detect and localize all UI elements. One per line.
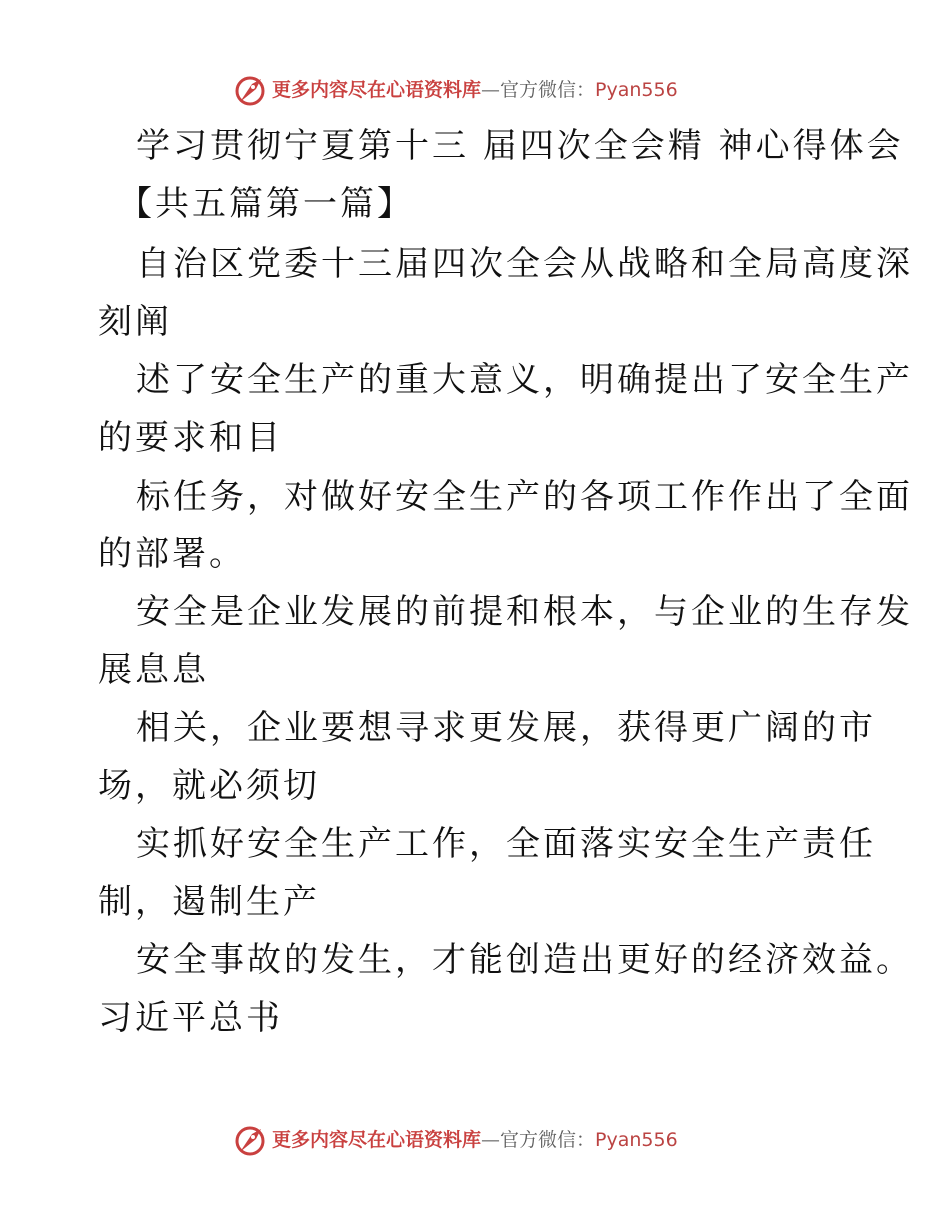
pen-nib-circle-icon [234,73,268,107]
watermark-account: Pyan556 [595,79,678,101]
paragraph-line: 安全是企业发展的前提和根本，与企业的生存发 [136,592,913,632]
watermark-label: 官方微信： [500,79,596,101]
paragraph-line: 展息息 [98,650,209,690]
document-title-line-2: 【共五篇第一篇】 [118,184,414,224]
paragraph-line: 制，遏制生产 [98,882,320,922]
paragraph-line: 的部署。 [98,534,246,574]
watermark-account: Pyan556 [595,1129,678,1151]
paragraph-line: 安全事故的发生，才能创造出更好的经济效益。 [136,940,913,980]
document-title-line-1: 学习贯彻宁夏第十三 届四次全会精 神心得体会 [136,126,904,166]
paragraph-line: 自治区党委十三届四次全会从战略和全局高度深 [136,244,913,284]
paragraph-line: 的要求和目 [98,418,283,458]
paragraph-line: 习近平总书 [98,998,283,1038]
watermark-title: 更多内容尽在心语资料库 [272,79,482,101]
pen-nib-circle-icon [234,1123,268,1157]
paragraph-line: 刻阐 [98,302,172,342]
header-watermark [234,73,734,107]
paragraph-line: 相关，企业要想寻求更发展，获得更广阔的市 [136,708,876,748]
paragraph-line: 场，就必须切 [98,766,320,806]
paragraph-line: 实抓好安全生产工作，全面落实安全生产责任 [136,824,876,864]
footer-watermark [234,1123,734,1157]
watermark-title: 更多内容尽在心语资料库 [272,1129,482,1151]
paragraph-line: 述了安全生产的重大意义，明确提出了安全生产 [136,360,913,400]
watermark-separator: — [481,1129,501,1151]
watermark-separator: — [481,79,501,101]
watermark-label: 官方微信： [500,1129,596,1151]
paragraph-line: 标任务，对做好安全生产的各项工作作出了全面 [136,477,913,517]
